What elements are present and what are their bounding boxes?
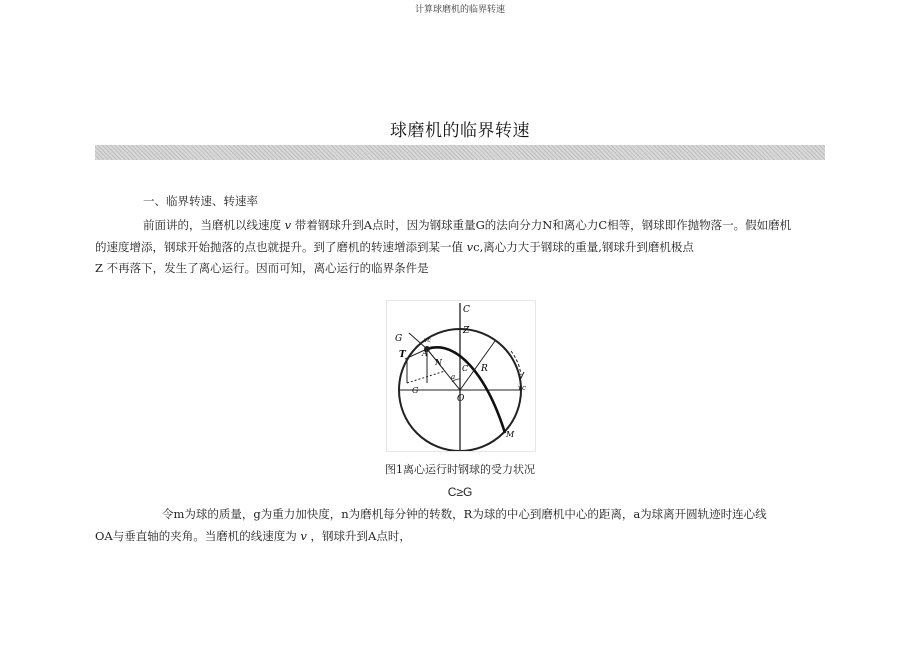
critical-condition-formula: C≥G	[447, 485, 473, 499]
document-title: 球磨机的临界转速	[390, 121, 530, 141]
title-divider-band	[95, 145, 825, 160]
label-z: Z	[463, 326, 470, 336]
figure-caption: 图1离心运行时钢球的受力状况	[385, 463, 535, 476]
label-a: A	[422, 349, 428, 358]
label-n: N	[435, 358, 442, 367]
paragraph-2-line-1: 令m为球的质量，g为重力加快度，n为磨机每分钟的转数，R为球的中心到磨机中心的距离，a为球离开圆轨迹时连心线	[162, 507, 767, 521]
paragraph-1	[95, 215, 825, 280]
label-o: O	[457, 394, 465, 404]
label-c-top: C	[463, 305, 470, 315]
section-heading: 一、临界转速、转速率	[143, 194, 258, 208]
figure-diagram	[387, 301, 535, 451]
label-g-lower: G	[412, 386, 419, 395]
label-m: M	[506, 430, 515, 439]
label-vc-right: vc	[518, 384, 526, 392]
paragraph-1-line-2: 的速度增添，钢球开始抛落的点也就提升。到了磨机的转速增添到某一值 𝑣c,离心力大于钢球的重量,钢球升到磨机极点	[95, 239, 694, 254]
oa-line	[427, 349, 460, 390]
label-angle-a: a	[451, 373, 456, 381]
label-vc-small: vc	[424, 337, 431, 344]
label-r: R	[481, 364, 488, 374]
ball-mill-force-figure	[386, 300, 536, 452]
force-helper-line	[407, 371, 445, 383]
paragraph-1-line-1: 前面讲的，当磨机以线速度 𝑣 带着钢球升到A点时，因为钢球重量G的法向分力N和离心力C相等，钢球即作抛物落一。假如磨机	[143, 218, 792, 232]
paragraph-2	[95, 504, 825, 547]
label-t: T	[399, 350, 406, 360]
label-g-upper: G	[395, 334, 403, 344]
rotation-arrow	[511, 351, 521, 375]
running-header: 计算球磨机的临界转速	[414, 5, 505, 15]
paragraph-1-line-3: Z 不再落下，发生了离心运行。因而可知，离心运行的临界条件是	[95, 261, 429, 275]
label-c-inner: C	[462, 364, 469, 373]
paragraph-2-line-2: OA与垂直轴的夹角。当磨机的线速度为 𝑣 ，钢球升到A点时，	[95, 528, 411, 543]
